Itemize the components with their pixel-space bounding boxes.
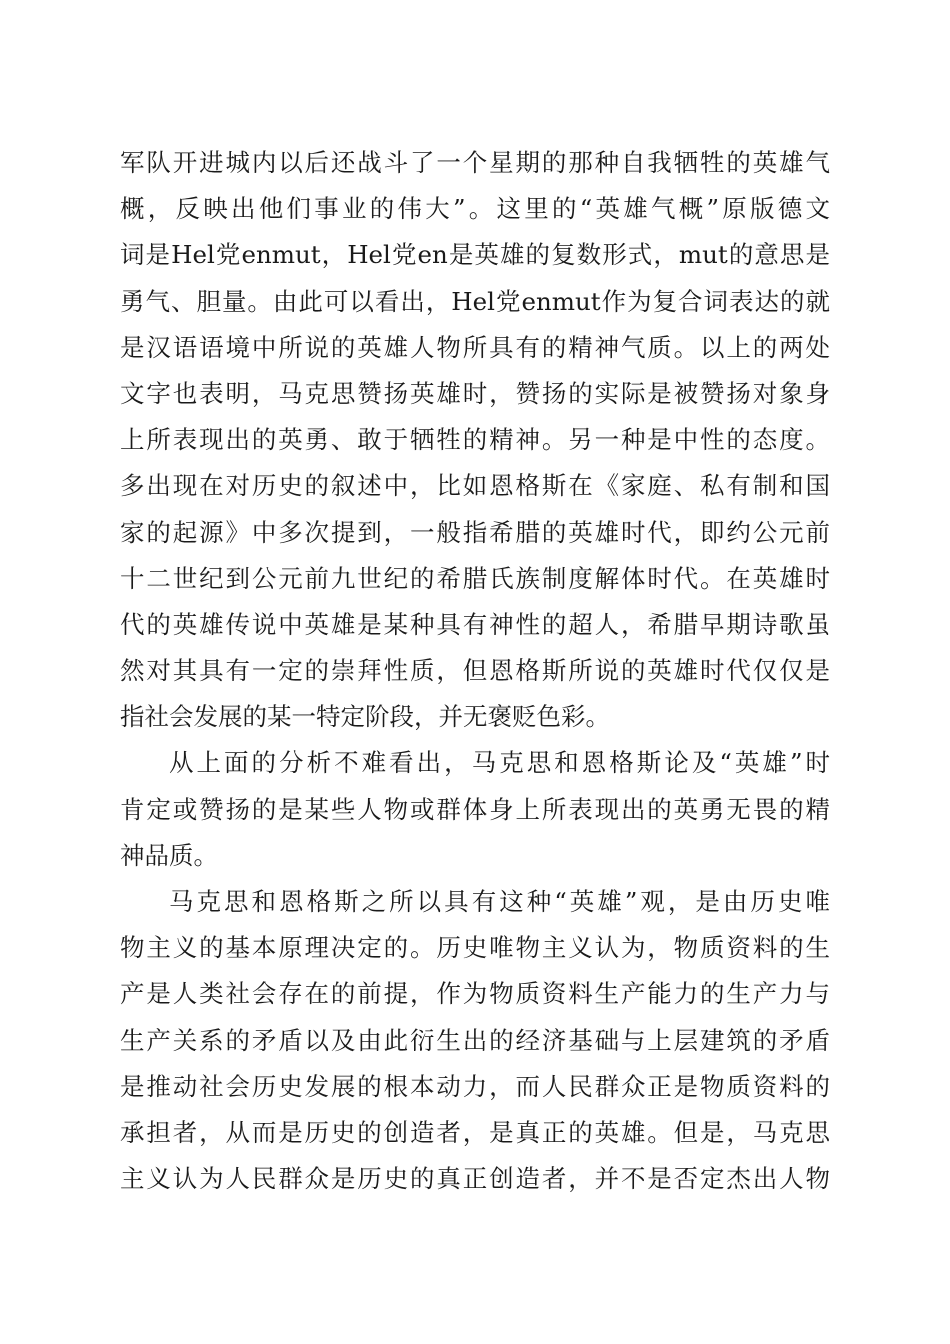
text-line: 词是Hel党enmut，Hel党en是英雄的复数形式，mut的意思是 <box>120 240 830 270</box>
text-line: 概，反映出他们事业的伟大”。这里的“英雄气概”原版德文 <box>120 194 830 224</box>
text-line: 承担者，从而是历史的创造者，是真正的英雄。但是，马克思 <box>120 1117 830 1147</box>
text-line: 代的英雄传说中英雄是某种具有神性的超人，希腊早期诗歌虽 <box>120 609 830 639</box>
text-line: 文字也表明，马克思赞扬英雄时，赞扬的实际是被赞扬对象身 <box>120 378 830 408</box>
text-line: 是推动社会历史发展的根本动力，而人民群众正是物质资料的 <box>120 1071 830 1101</box>
text-line: 物主义的基本原理决定的。历史唯物主义认为，物质资料的生 <box>120 933 830 963</box>
text-line: 十二世纪到公元前九世纪的希腊氏族制度解体时代。在英雄时 <box>120 563 830 593</box>
text-line: 指社会发展的某一特定阶段，并无褒贬色彩。 <box>120 702 610 732</box>
text-line: 主义认为人民群众是历史的真正创造者，并不是否定杰出人物 <box>120 1164 830 1194</box>
body-text <box>120 140 830 1202</box>
text-line: 军队开进城内以后还战斗了一个星期的那种自我牺牲的英雄气 <box>120 148 830 177</box>
text-line: 上所表现出的英勇、敢于牺牲的精神。另一种是中性的态度。 <box>120 425 830 455</box>
text-line: 多出现在对历史的叙述中，比如恩格斯在《家庭、私有制和国 <box>120 471 830 501</box>
text-line: 从上面的分析不难看出，马克思和恩格斯论及“英雄”时 <box>169 748 830 778</box>
text-line: 神品质。 <box>120 840 218 870</box>
text-line: 马克思和恩格斯之所以具有这种“英雄”观，是由历史唯 <box>169 887 830 916</box>
text-line: 然对其具有一定的崇拜性质，但恩格斯所说的英雄时代仅仅是 <box>120 656 830 686</box>
text-line: 勇气、胆量。由此可以看出，Hel党enmut作为复合词表达的就 <box>120 286 830 316</box>
text-line: 生产关系的矛盾以及由此衍生出的经济基础与上层建筑的矛盾 <box>120 1025 830 1055</box>
text-line: 肯定或赞扬的是某些人物或群体身上所表现出的英勇无畏的精 <box>120 794 830 824</box>
text-line: 家的起源》中多次提到，一般指希腊的英雄时代，即约公元前 <box>120 517 830 547</box>
text-line: 是汉语语境中所说的英雄人物所具有的精神气质。以上的两处 <box>120 332 830 362</box>
text-line: 产是人类社会存在的前提，作为物质资料生产能力的生产力与 <box>120 979 830 1009</box>
